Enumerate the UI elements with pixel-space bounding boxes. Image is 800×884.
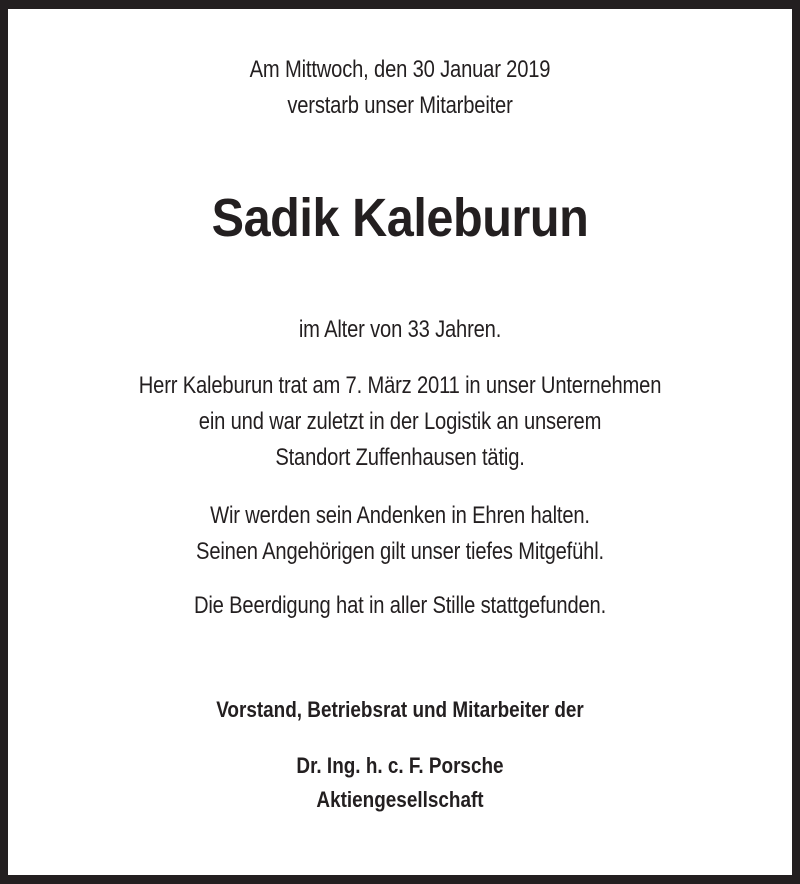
career-line-3: Standort Zuffenhausen tätig. [275, 444, 525, 471]
condolence-line-2: Seinen Angehörigen gilt unser tiefes Mitgefühl. [196, 538, 604, 565]
deceased-name: Sadik Kaleburun [211, 188, 589, 248]
obituary-notice [8, 9, 792, 875]
signature-group: Vorstand, Betriebsrat und Mitarbeiter der [216, 697, 584, 722]
signature-company-line-1: Dr. Ing. h. c. F. Porsche [296, 753, 504, 778]
intro-text-line: verstarb unser Mitarbeiter [287, 92, 513, 119]
career-line-2: ein und war zuletzt in der Logistik an unserem [198, 408, 602, 435]
intro-date-line: Am Mittwoch, den 30 Januar 2019 [249, 56, 551, 83]
condolence-line-1: Wir werden sein Andenken in Ehren halten. [210, 502, 590, 529]
funeral-line: Die Beerdigung hat in aller Stille stattgefunden. [193, 592, 607, 619]
signature-company-line-2: Aktiengesellschaft [316, 787, 484, 812]
age-line: im Alter von 33 Jahren. [298, 316, 502, 343]
career-line-1: Herr Kaleburun trat am 7. März 2011 in unser Unternehmen [138, 372, 662, 399]
